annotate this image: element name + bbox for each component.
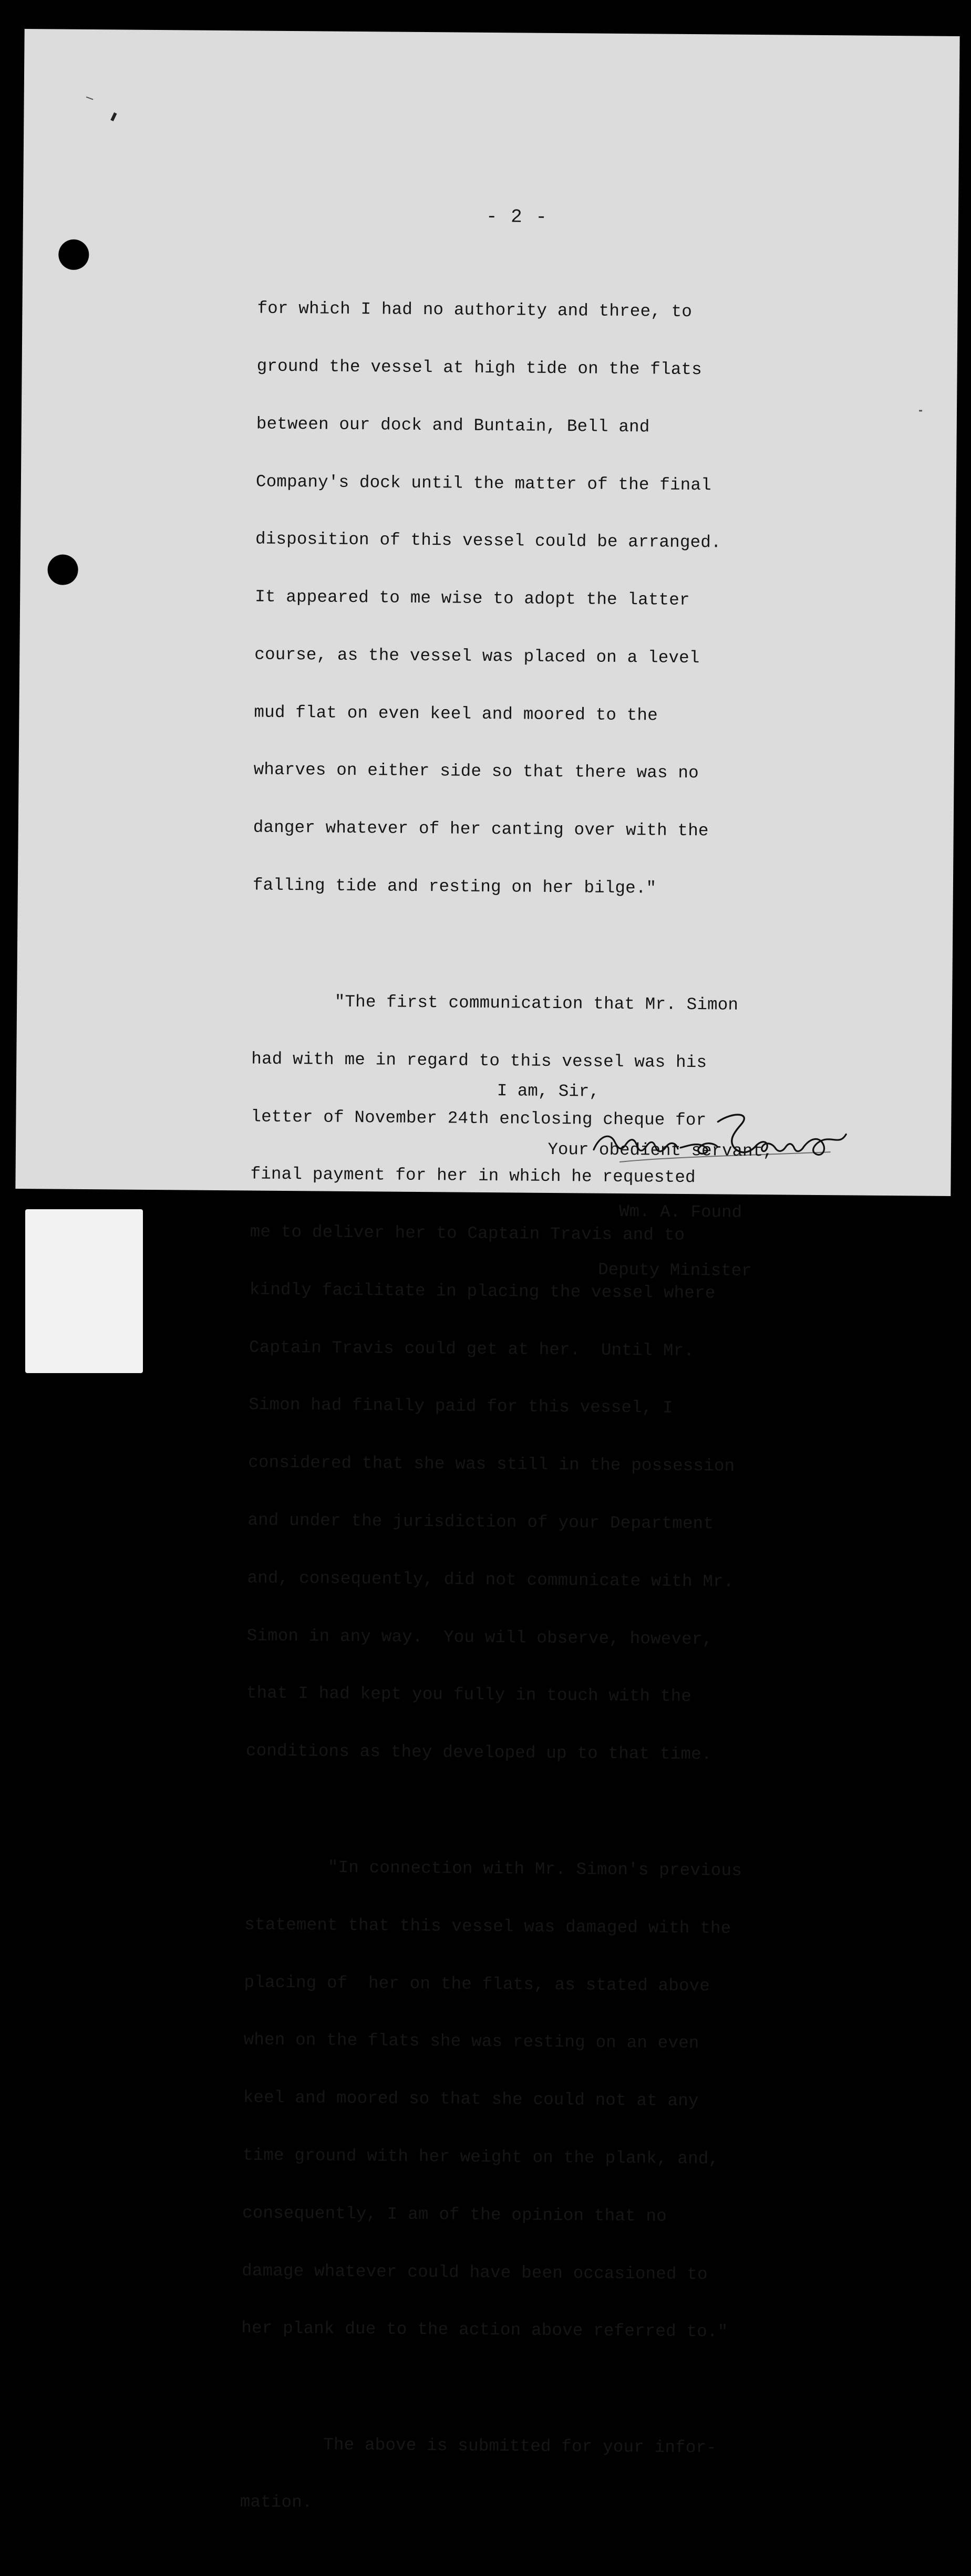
- text-line: when on the flats she was resting on an even: [243, 2030, 699, 2053]
- text-line: Simon in any way. You will observe, however,: [246, 1626, 713, 1649]
- text-line: that I had kept you fully in touch with the: [246, 1683, 692, 1707]
- text-line: ground the vessel at high tide on the flats: [256, 356, 703, 380]
- stray-mark: [110, 112, 117, 121]
- signatory-title: Deputy Minister: [598, 1260, 752, 1281]
- text-line: time ground with her weight on the plank, and,: [242, 2145, 719, 2169]
- text-line: between our dock and Buntain, Bell and: [256, 414, 650, 437]
- text-line: mud flat on even keel and moored to the: [254, 702, 658, 725]
- punch-hole-top: [58, 240, 89, 270]
- stray-mark: [919, 410, 922, 411]
- text-line: letter of November 24th enclosing cheque for: [251, 1107, 707, 1130]
- text-line: Simon had finally paid for this vessel, I: [248, 1395, 674, 1418]
- text-line: placing of her on the flats, as stated above: [244, 1972, 710, 1996]
- text-line: final payment for her in which he requested: [250, 1164, 696, 1188]
- text-line: and, consequently, did not communicate with Mr.: [247, 1568, 734, 1592]
- text-line: disposition of this vessel could be arranged.: [255, 529, 721, 553]
- text-line: "The first communication that Mr. Simon: [252, 991, 739, 1015]
- text-line: danger whatever of her canting over with the: [253, 817, 709, 841]
- page-number: - 2 -: [486, 205, 549, 228]
- text-line: considered that she was still in the possession: [248, 1452, 735, 1476]
- text-line: mation.: [240, 2492, 313, 2512]
- punch-hole-bottom: [47, 554, 78, 585]
- text-line: The above is submitted for your infor-: [240, 2434, 717, 2458]
- signatory-block: [597, 1163, 752, 1320]
- text-line: and under the jurisdiction of your Department: [247, 1510, 714, 1534]
- paragraph-3: [241, 1819, 839, 2381]
- text-line: for which I had no authority and three, to: [257, 298, 693, 322]
- film-frame-marker: [25, 1209, 143, 1373]
- text-line: consequently, I am of the opinion that no: [242, 2203, 667, 2226]
- text-line: had with me in regard to this vessel was his: [251, 1049, 707, 1073]
- text-line: kindly facilitate in placing the vessel where: [249, 1280, 716, 1303]
- text-line: Captain Travis could get at her. Until Mr.: [249, 1337, 695, 1360]
- text-line: Company's dock until the matter of the final: [255, 472, 712, 495]
- text-line: It appeared to me wise to adopt the latter: [255, 587, 690, 610]
- text-line: keel and moored so that she could not at any: [243, 2087, 699, 2111]
- salutation: I am, Sir,: [497, 1081, 600, 1102]
- paragraph-4: [240, 2397, 834, 2556]
- text-line: statement that this vessel was damaged with the: [244, 1915, 731, 1938]
- stray-mark: [86, 97, 94, 100]
- text-line: falling tide and resting on her bilge.": [252, 875, 657, 898]
- text-line: her plank due to the action above referred to.": [241, 2318, 728, 2342]
- text-line: "In connection with Mr. Simon's previous: [245, 1857, 742, 1881]
- text-line: damage whatever could have been occasioned to: [242, 2260, 708, 2284]
- paragraph-1: [252, 261, 851, 939]
- letter-page: [15, 29, 959, 2512]
- signatory-name: Wm. A. Found: [598, 1201, 742, 1222]
- text-line: me to deliver her to Captain Travis and to: [250, 1222, 685, 1245]
- letter-body: [240, 261, 851, 2575]
- text-line: course, as the vessel was placed on a level: [254, 645, 700, 668]
- text-line: conditions as they developed up to that time.: [245, 1741, 712, 1764]
- text-line: wharves on either side so that there was no: [253, 760, 699, 783]
- complimentary-close: Your obedient servant,: [496, 1139, 773, 1161]
